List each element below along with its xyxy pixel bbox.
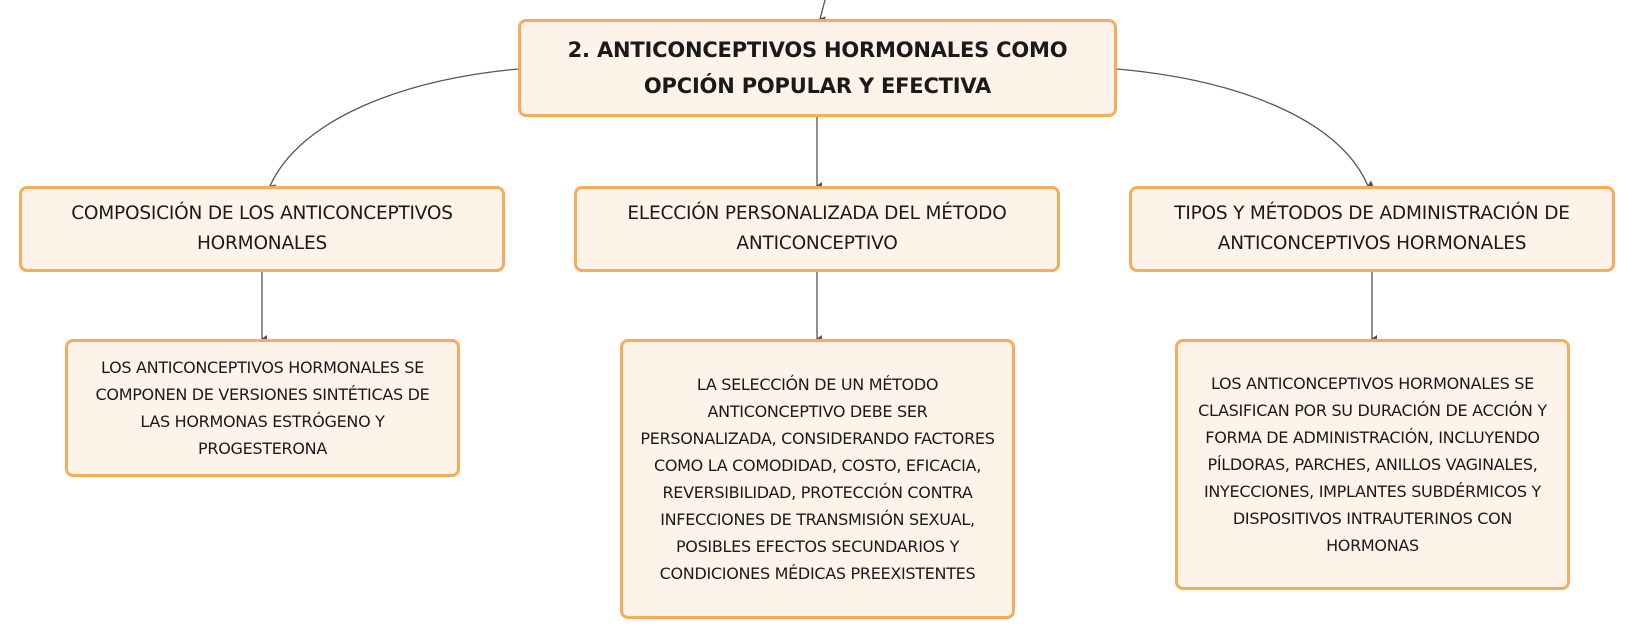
detail-node-composicion[interactable]: [65, 339, 460, 477]
connector-root-to-right: [1117, 69, 1368, 186]
root-topic-line-2: OPCIÓN POPULAR Y EFECTIVA: [643, 74, 992, 98]
detail-text: [1198, 370, 1547, 559]
branch-text: [71, 199, 453, 259]
branch-line-2: ANTICONCEPTIVOS HORMONALES: [1217, 233, 1527, 254]
branch-line-1: COMPOSICIÓN DE LOS ANTICONCEPTIVOS: [71, 203, 453, 224]
branch-line-1: TIPOS Y MÉTODOS DE ADMINISTRACIÓN DE: [1174, 203, 1570, 224]
branch-text: [627, 199, 1006, 259]
connector-parent-to-root: [820, 0, 825, 19]
detail-line: INYECCIONES, IMPLANTES SUBDÉRMICOS Y: [1203, 482, 1541, 501]
detail-line: LAS HORMONAS ESTRÓGENO Y: [140, 412, 385, 431]
detail-line: CONDICIONES MÉDICAS PREEXISTENTES: [659, 564, 976, 583]
connector-root-to-left: [270, 69, 518, 186]
root-topic-line-1: 2. ANTICONCEPTIVOS HORMONALES COMO: [567, 38, 1068, 62]
detail-line: PROGESTERONA: [198, 439, 327, 458]
branch-text: [1174, 199, 1570, 259]
detail-line: FORMA DE ADMINISTRACIÓN, INCLUYENDO: [1205, 428, 1540, 447]
root-topic-text: [568, 32, 1068, 104]
branch-line-2: HORMONALES: [196, 233, 328, 254]
detail-node-tipos[interactable]: [1175, 339, 1570, 590]
detail-node-eleccion[interactable]: [620, 339, 1015, 619]
detail-line: HORMONAS: [1326, 536, 1419, 555]
branch-line-2: ANTICONCEPTIVO: [736, 233, 898, 254]
branch-node-composicion[interactable]: [19, 186, 505, 272]
detail-line: REVERSIBILIDAD, PROTECCIÓN CONTRA: [662, 483, 973, 502]
branch-node-eleccion[interactable]: [574, 186, 1060, 272]
detail-line: INFECCIONES DE TRANSMISIÓN SEXUAL,: [660, 510, 975, 529]
detail-line: ANTICONCEPTIVO DEBE SER: [707, 402, 928, 421]
detail-line: CLASIFICAN POR SU DURACIÓN DE ACCIÓN Y: [1198, 401, 1547, 420]
detail-line: PÍLDORAS, PARCHES, ANILLOS VAGINALES,: [1207, 455, 1538, 474]
detail-line: LA SELECCIÓN DE UN MÉTODO: [696, 375, 939, 394]
branch-line-1: ELECCIÓN PERSONALIZADA DEL MÉTODO: [627, 203, 1007, 224]
detail-line: LOS ANTICONCEPTIVOS HORMONALES SE: [101, 358, 424, 377]
detail-text: [96, 354, 430, 462]
detail-text: [640, 371, 994, 587]
detail-line: COMPONEN DE VERSIONES SINTÉTICAS DE: [95, 385, 430, 404]
detail-line: COMO LA COMODIDAD, COSTO, EFICACIA,: [654, 456, 981, 475]
detail-line: LOS ANTICONCEPTIVOS HORMONALES SE: [1211, 374, 1534, 393]
detail-line: PERSONALIZADA, CONSIDERANDO FACTORES: [640, 429, 995, 448]
detail-line: DISPOSITIVOS INTRAUTERINOS CON: [1232, 509, 1513, 528]
branch-node-tipos[interactable]: [1129, 186, 1615, 272]
detail-line: POSIBLES EFECTOS SECUNDARIOS Y: [675, 537, 960, 556]
root-topic-node[interactable]: [518, 19, 1117, 117]
